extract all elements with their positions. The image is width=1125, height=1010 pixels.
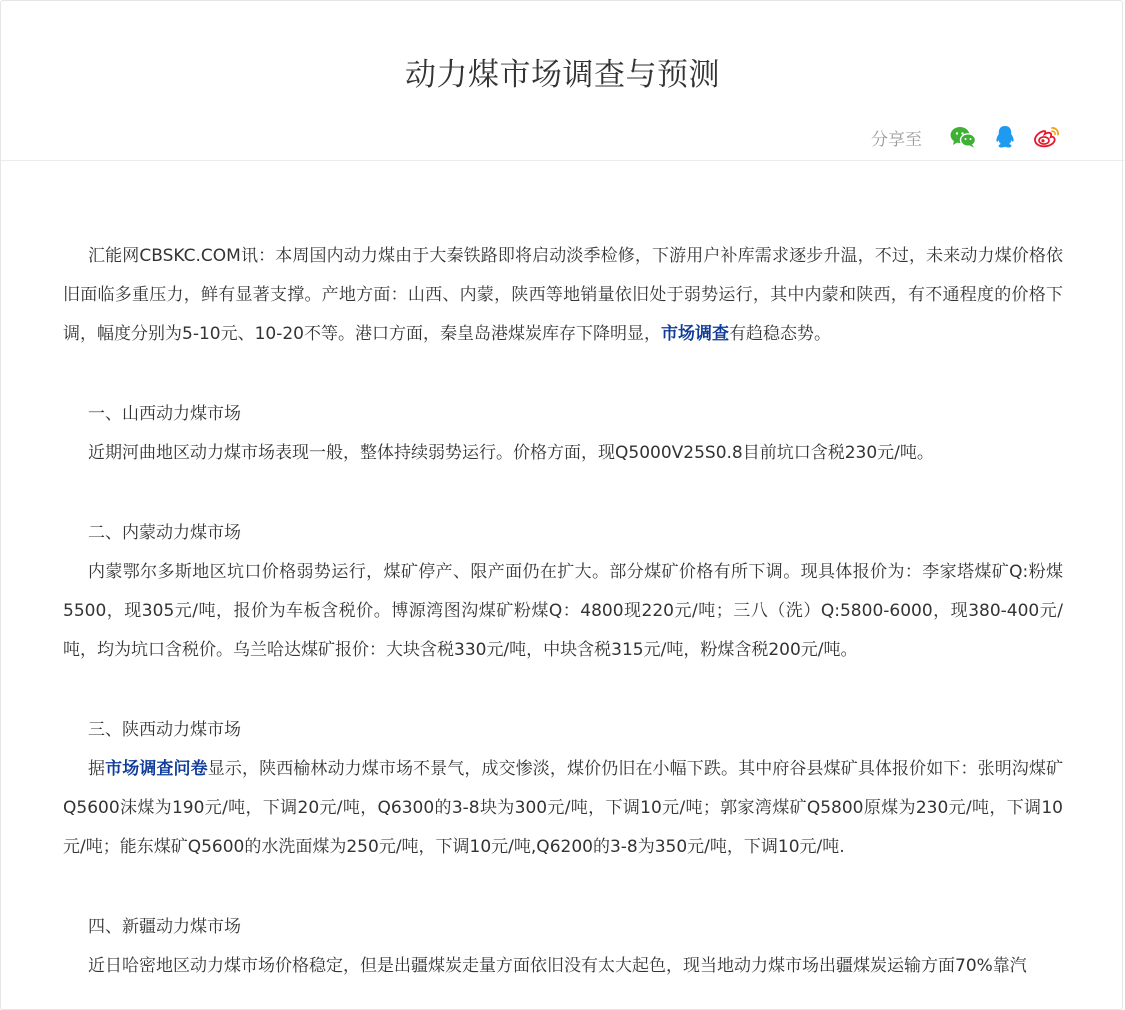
article-header [1, 1, 1124, 161]
section-paragraph-shanxi: 近期河曲地区动力煤市场表现一般，整体持续弱势运行。价格方面，现Q5000V25S0.8目前坑口含税230元/吨。 [88, 443, 934, 463]
share-label: 分享至 [871, 129, 922, 150]
section-paragraph-shaanxi [63, 750, 1063, 867]
spacer [63, 867, 1063, 908]
section-paragraph-neimeng: 内蒙鄂尔多斯地区坑口价格弱势运行，煤矿停产、限产面仍在扩大。部分煤矿价格有所下调。现具体报价为：李家塔煤矿Q:粉煤5500，现305元/吨，报价为车板含税价。博源湾图沟煤矿粉煤Q：4800现220元/吨；三八（洗）Q:5800-6000，现380-400元/吨，均为坑口含税价。乌兰哈达煤矿报价：大块含税330元/吨，中块含税315元/吨，粉煤含税200元/吨。 [63, 562, 1063, 660]
section-heading-xinjiang: 四、新疆动力煤市场 [88, 917, 241, 937]
intro-text-end: 有趋稳态势。 [728, 324, 831, 344]
section-text-prefix: 据 [88, 759, 106, 779]
intro-text: 汇能网CBSKC.COM讯：本周国内动力煤由于大秦铁路即将启动淡季检修，下游用户补库需求逐步升温，不过，未来动力煤价格依旧面临多重压力，鲜有显著支撑。产地方面：山西、内蒙，陕西等地销量依旧处于弱势运行，其中内蒙和陕西，有不通程度的价格下调，幅度分别为5-10元、10-20不等。港口方面，秦皇岛港煤炭库存下降明显， [63, 246, 1063, 344]
market-survey-questionnaire-link[interactable]: 市场调查问卷 [105, 759, 208, 779]
spacer [63, 473, 1063, 514]
section-heading-shaanxi: 三、陕西动力煤市场 [88, 720, 241, 740]
qq-icon[interactable] [990, 122, 1020, 152]
spacer [63, 354, 1063, 395]
section-heading-shanxi: 一、山西动力煤市场 [88, 404, 241, 424]
section-text: 显示，陕西榆林动力煤市场不景气，成交惨淡，煤价仍旧在小幅下跌。其中府谷县煤矿具体报价如下：张明沟煤矿Q5600沫煤为190元/吨，下调20元/吨，Q6300的3-8块为300元/吨，下调10元/吨；郭家湾煤矿Q5800原煤为230元/吨，下调10元/吨；能东煤矿Q5600的水洗面煤为250元/吨，下调10元/吨,Q6200的3-8为350元/吨，下调10元/吨. [63, 759, 1064, 857]
article-body [63, 237, 1063, 986]
article-title: 动力煤市场调查与预测 [405, 57, 720, 93]
market-survey-link[interactable]: 市场调查 [660, 324, 729, 344]
weibo-icon[interactable] [1032, 122, 1062, 152]
section-heading-neimeng: 二、内蒙动力煤市场 [88, 523, 241, 543]
spacer [63, 670, 1063, 711]
intro-paragraph [63, 237, 1063, 354]
share-bar [871, 120, 1062, 154]
wechat-icon[interactable] [948, 122, 978, 152]
section-paragraph-xinjiang: 近日哈密地区动力煤市场价格稳定，但是出疆煤炭走量方面依旧没有太大起色，现当地动力煤市场出疆煤炭运输方面70%靠汽 [88, 956, 1027, 976]
